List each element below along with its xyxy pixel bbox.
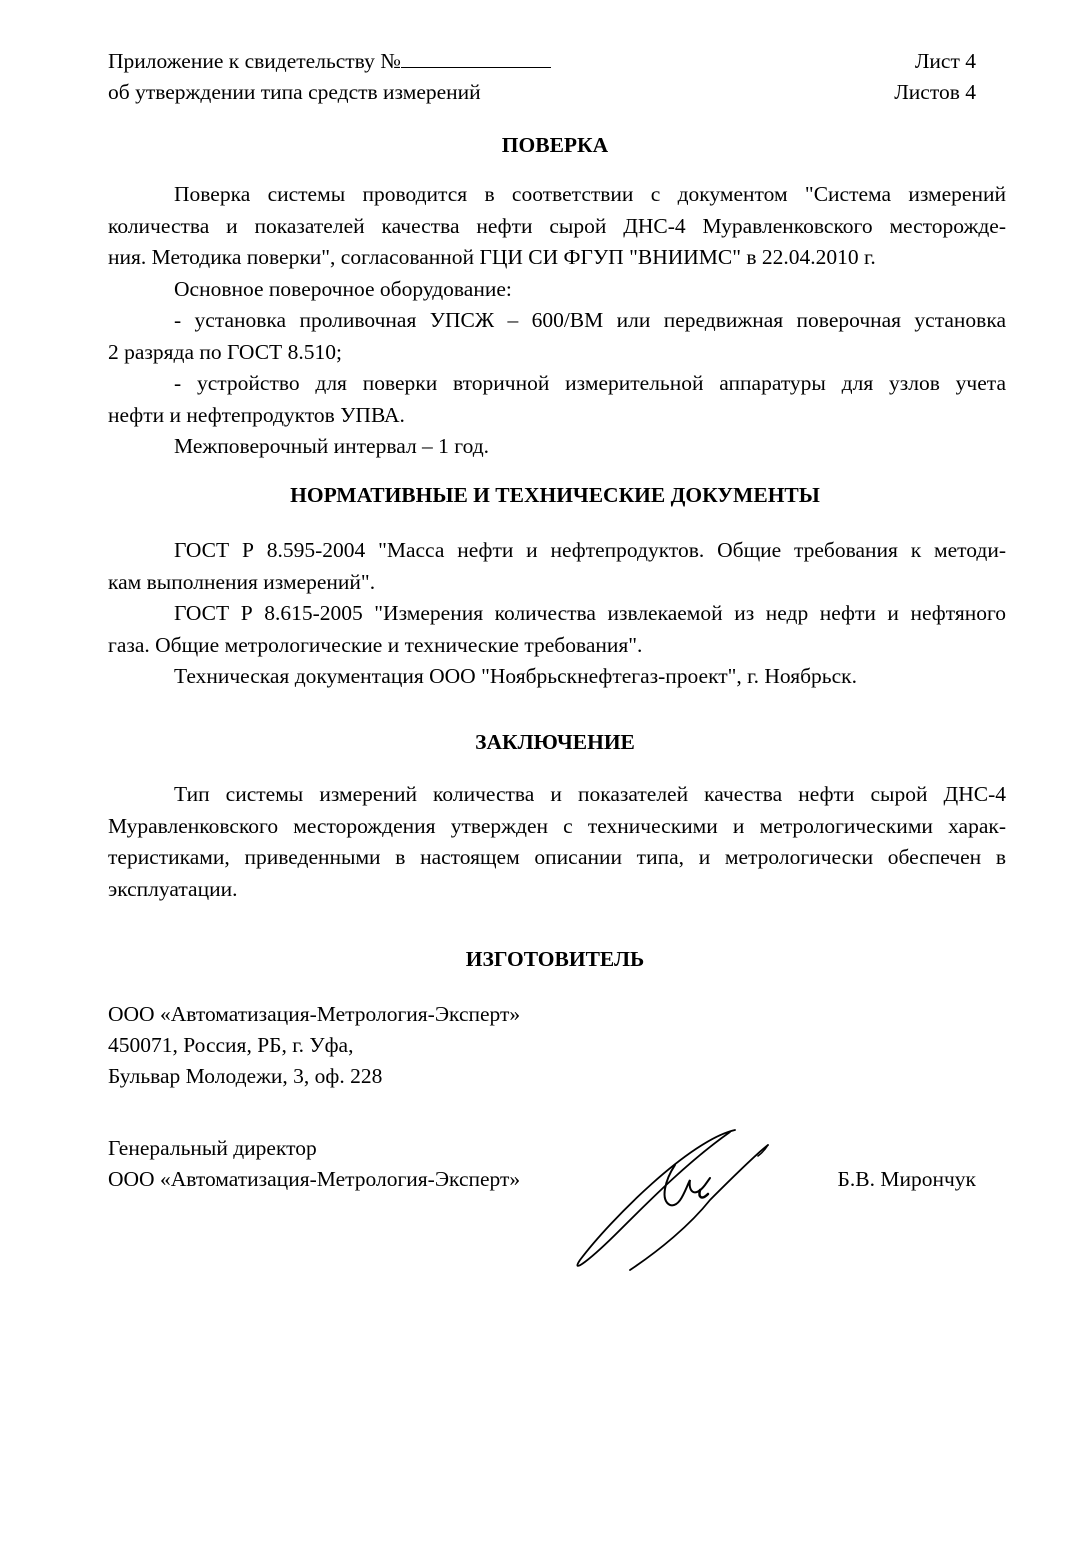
text-line: ния. Методика поверки", согласованной ГЦИ СИ ФГУП "ВНИИМС" в 22.04.2010 г.: [108, 245, 876, 269]
text-line: теристиками, приведенными в настоящем описании типа, и метрологически обеспечен в: [108, 845, 1006, 869]
sheets-total: Листов 4: [894, 80, 976, 104]
manufacturer-address-line2: Бульвар Молодежи, 3, оф. 228: [108, 1064, 383, 1088]
text-line: газа. Общие метрологические и технические требования".: [108, 632, 643, 657]
signatory-title: Генеральный директор: [108, 1136, 317, 1160]
type-approval-label: об утверждении типа средств измерений: [108, 80, 481, 104]
text-line: Муравленковского месторождения утвержден с техническими и метрологическими харак-: [108, 813, 1006, 838]
text-line: кам выполнения измерений".: [108, 569, 376, 594]
sheet-info: [894, 46, 976, 108]
signatory-position: [108, 1133, 520, 1195]
manufacturer-name: ООО «Автоматизация-Метрология-Эксперт»: [108, 1002, 521, 1026]
text-line: Основное поверочное оборудование:: [174, 276, 512, 301]
text-line: Поверка системы проводится в соответствии с документом "Система измерений: [174, 182, 1006, 206]
handwritten-signature-icon: [570, 1120, 780, 1280]
text-line: количества и показателей качества нефти сырой ДНС-4 Муравленковского месторожде-: [108, 213, 1006, 238]
text-line: - устройство для поверки вторичной измерительной аппаратуры для узлов учета: [174, 371, 1006, 395]
manufacturer-address-line1: 450071, Россия, РБ, г. Уфа,: [108, 1033, 354, 1057]
text-line: 2 разряда по ГОСТ 8.510;: [108, 339, 342, 364]
certificate-number-blank: [401, 47, 551, 68]
text-line: ГОСТ Р 8.615-2005 "Измерения количества извлекаемой из недр нефти и нефтяного: [174, 601, 1006, 625]
documents-body: [108, 535, 1006, 693]
sheet-number: Лист 4: [914, 49, 976, 73]
text-line: Техническая документация ООО "Ноябрьскнефтегаз-проект", г. Ноябрьск.: [174, 664, 857, 688]
text-line: Тип системы измерений количества и показателей качества нефти сырой ДНС-4: [174, 782, 1006, 806]
section-title-manufacturer: ИЗГОТОВИТЕЛЬ: [465, 947, 645, 971]
appendix-header: [108, 46, 551, 108]
text-line: нефти и нефтепродуктов УПВА.: [108, 402, 405, 427]
section-title-conclusion: ЗАКЛЮЧЕНИЕ: [475, 730, 635, 754]
manufacturer-info: [108, 999, 520, 1092]
section-title-verification: ПОВЕРКА: [501, 133, 609, 157]
text-line: ГОСТ Р 8.595-2004 "Масса нефти и нефтепродуктов. Общие требования к методи-: [174, 538, 1006, 562]
signatory-name: Б.В. Мирончук: [837, 1167, 976, 1191]
signatory-company: ООО «Автоматизация-Метрология-Эксперт»: [108, 1167, 521, 1191]
text-line: эксплуатации.: [108, 876, 238, 901]
text-line: Межповерочный интервал – 1 год.: [174, 434, 490, 458]
text-line: - установка проливочная УПСЖ – 600/ВМ или передвижная поверочная установка: [174, 308, 1006, 332]
conclusion-body: [108, 779, 1006, 905]
section-title-documents: НОРМАТИВНЫЕ И ТЕХНИЧЕСКИЕ ДОКУМЕНТЫ: [290, 483, 820, 507]
verification-body: [108, 179, 1006, 463]
certificate-label: Приложение к свидетельству №: [108, 49, 401, 73]
